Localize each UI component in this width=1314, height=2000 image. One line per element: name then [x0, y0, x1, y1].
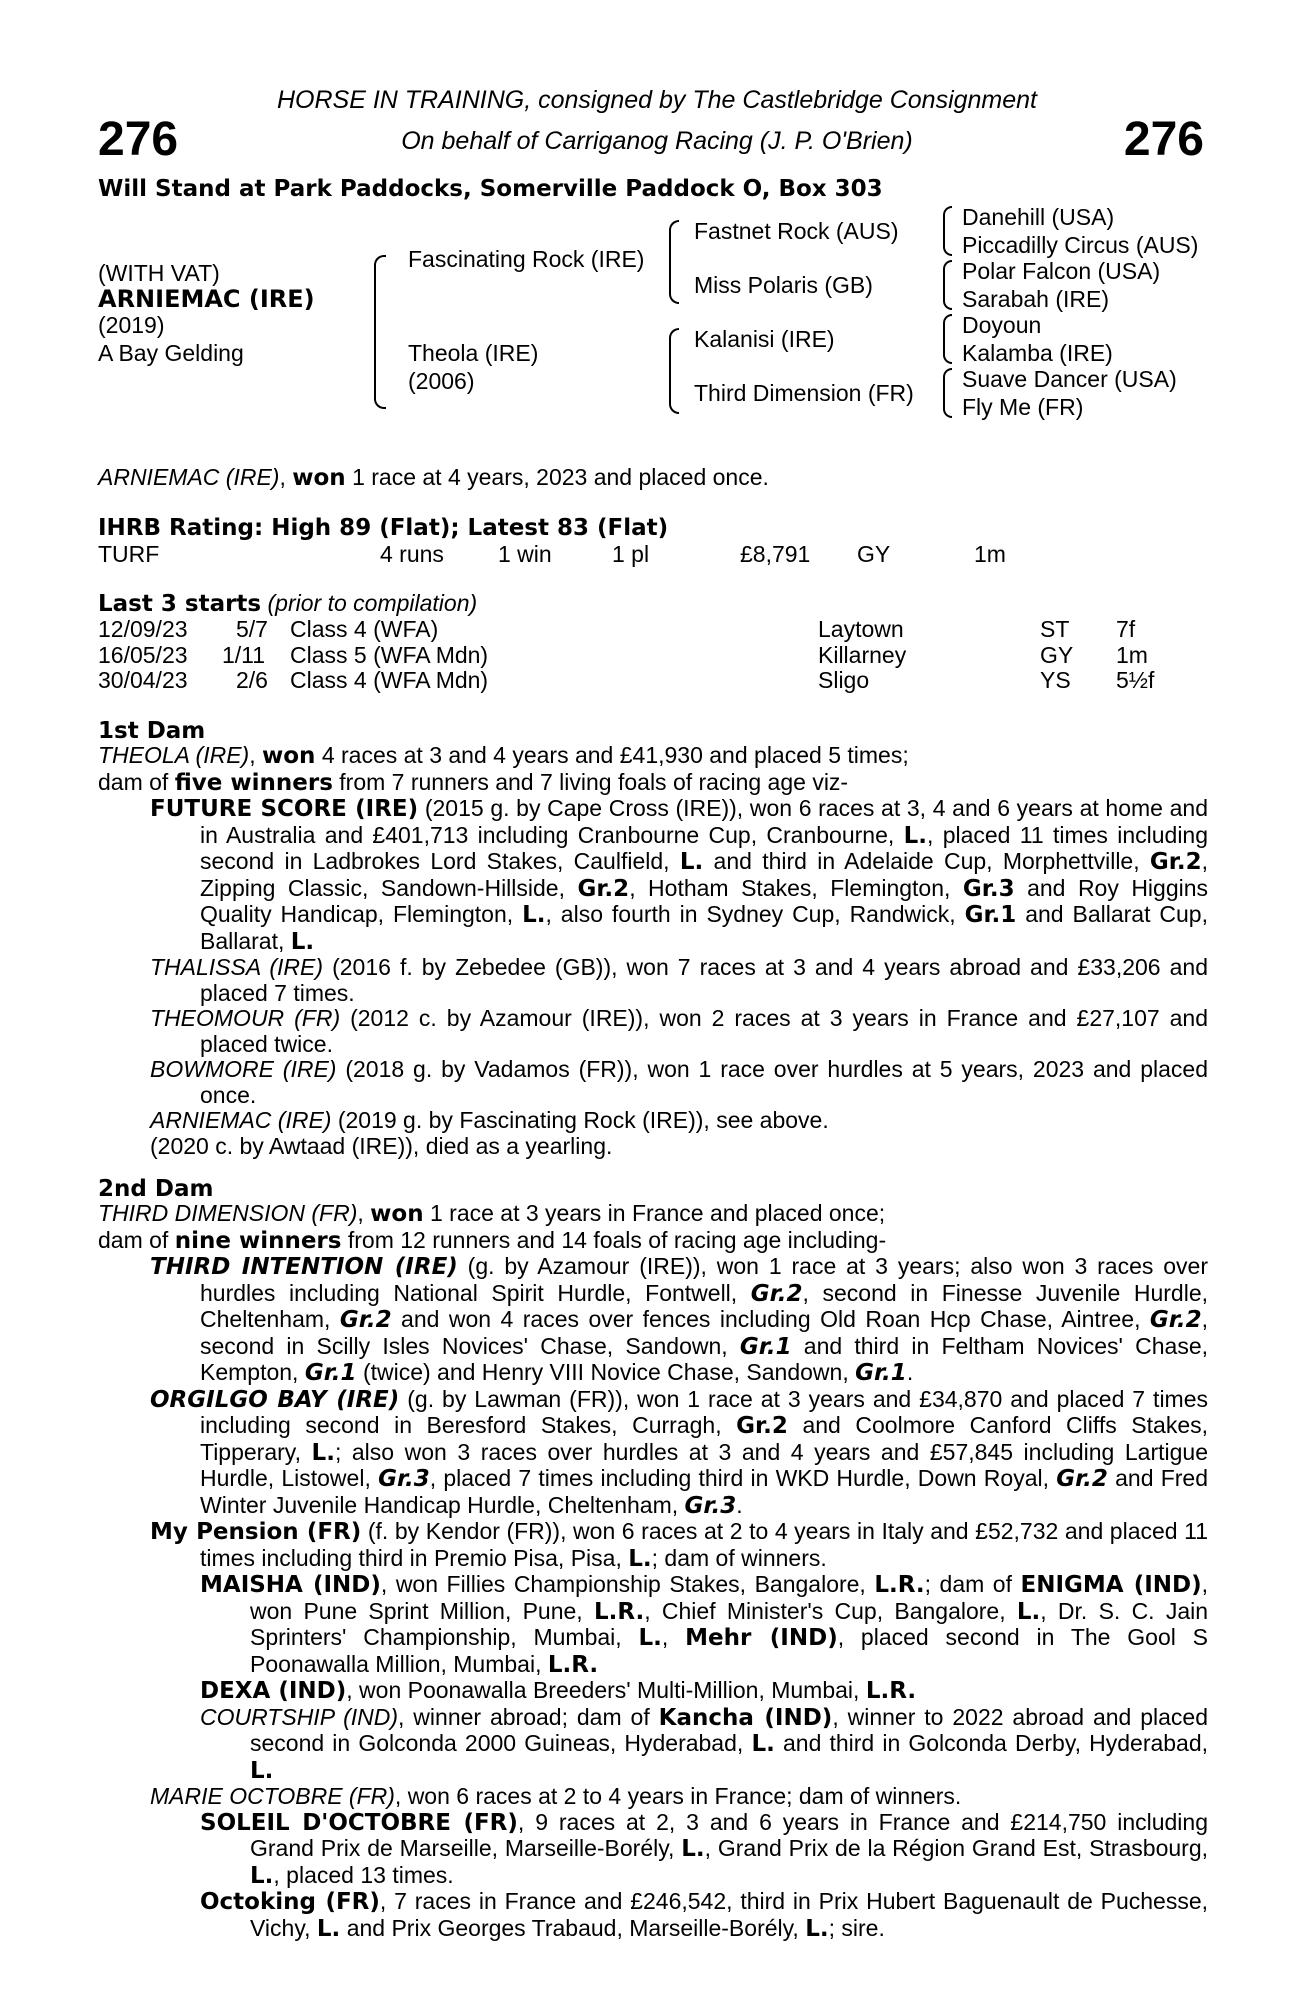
- text: (2012 c. by Azamour (IRE)), won 2 races at 3 years in France and £27,107 and placed twice.: [200, 1005, 1209, 1057]
- first-dam-section: [98, 743, 1208, 1159]
- pedigree-brace-5: [943, 260, 952, 310]
- text: , won 6 races at 2 to 4 years in France; dam of winners.: [394, 1783, 962, 1809]
- produce-name: BOWMORE (IRE): [150, 1056, 337, 1082]
- text: , second in Finesse Juvenile Hurdle, Cheltenham,: [200, 1279, 1209, 1332]
- start-going: ST: [1040, 616, 1070, 642]
- text: , placed 13 times.: [273, 1861, 454, 1888]
- text: , winner abroad; dam of: [398, 1703, 650, 1730]
- start-race: Class 4 (WFA Mdn): [290, 667, 489, 693]
- lot-number-right: 276: [1123, 113, 1204, 166]
- text: and Fred Winter Juvenile Handicap Hurdle, Cheltenham,: [200, 1465, 1209, 1518]
- grade: 2: [1185, 1307, 1202, 1333]
- produce-name: Mehr (IND): [685, 1625, 838, 1651]
- horse-year: (2019): [98, 312, 165, 338]
- listed-restricted: L.R.: [874, 1572, 925, 1598]
- listed: L.: [628, 1545, 652, 1572]
- listed-restricted: L.R.: [865, 1678, 917, 1704]
- listed: L.: [679, 849, 704, 875]
- grade: 1: [775, 1333, 792, 1360]
- second-dam-heading: 2nd Dam: [98, 1176, 214, 1202]
- sire-dam: Miss Polaris (GB): [694, 272, 873, 298]
- text: , Grand Prix de la Région Grand Est, Strasbourg,: [704, 1835, 1208, 1861]
- produce-arniemac: [98, 1108, 1208, 1134]
- listed-restricted: L.R.: [593, 1598, 645, 1625]
- listed-restricted: L.R.: [547, 1651, 599, 1678]
- produce-soleil-doctobre: [98, 1810, 1208, 1890]
- winners-count: nine winners: [174, 1227, 342, 1254]
- pedigree-brace-1: [374, 255, 386, 409]
- gr: Gr.: [684, 1492, 721, 1519]
- group-3: [963, 876, 1015, 902]
- listed: L.: [805, 1915, 829, 1942]
- grade: 1: [1000, 902, 1017, 928]
- produce-name: ARNIEMAC (IRE): [150, 1107, 332, 1133]
- gr: Gr.: [750, 1280, 787, 1307]
- dam-dam-dam: Fly Me (FR): [962, 394, 1084, 420]
- rating-earnings: £8,791: [740, 541, 811, 567]
- text: from 7 runners and 7 living foals of racing age viz-: [339, 768, 849, 795]
- start-going: GY: [1040, 642, 1074, 668]
- second-dam-won: won: [370, 1201, 424, 1227]
- first-dam-line: THEOLA (IRE), won 4 races at 3 and 4 years and £41,930 and placed 5 times;: [98, 742, 909, 769]
- second-dam-line: THIRD DIMENSION (FR), won 1 race at 3 years in France and placed once;: [98, 1200, 886, 1227]
- produce-courtship: [98, 1705, 1208, 1785]
- text: dam of: [98, 1226, 169, 1253]
- text: (2018 g. by Vadamos (FR)), won 1 race over hurdles at 5 years, 2023 and placed once.: [200, 1056, 1208, 1108]
- start-distance: 7f: [1116, 616, 1136, 642]
- dam-year: (2006): [408, 368, 475, 394]
- grade: 3: [720, 1492, 737, 1519]
- summary-won: won: [292, 465, 346, 491]
- text: , Dr. S. C. Jain Sprinters' Championship, Mumbai,: [250, 1597, 1209, 1650]
- text: and Roy Higgins Quality Handicap, Flemington,: [200, 874, 1209, 927]
- jumps-grade-3: [378, 1466, 430, 1492]
- gr: Gr.: [339, 1307, 376, 1333]
- text: , placed second in The Gool S Poonawalla Million, Mumbai,: [250, 1624, 1209, 1677]
- jumps-grade-2: [751, 1281, 803, 1307]
- text: and Coolmore Canford Cliffs Stakes, Tipperary,: [200, 1412, 1209, 1465]
- text: , placed 7 times including third in WKD Hurdle, Down Royal,: [429, 1465, 1049, 1491]
- text: and third in Golconda Derby, Hyderabad,: [782, 1730, 1209, 1756]
- produce-theomour: [98, 1006, 1208, 1057]
- listed: L.: [290, 928, 315, 955]
- rating-runs: 4 runs: [380, 541, 444, 567]
- grade: 1: [890, 1360, 907, 1386]
- listed: L.: [250, 1862, 274, 1889]
- produce-bowmore: [98, 1057, 1208, 1108]
- text: ; dam of winners.: [651, 1544, 827, 1571]
- grade: 2: [1185, 849, 1202, 875]
- produce-my-pension: [98, 1519, 1208, 1572]
- jumps-grade-3: [685, 1493, 737, 1519]
- start-date: 30/04/23: [98, 667, 188, 693]
- produce-name: DEXA (IND): [200, 1678, 347, 1704]
- dam: Theola (IRE): [408, 340, 539, 366]
- grade: 2: [1091, 1466, 1108, 1492]
- jumps-grade-2: [1150, 1307, 1202, 1333]
- gr: Gr.: [739, 1333, 776, 1360]
- horse-name: ARNIEMAC (IRE): [98, 285, 315, 313]
- second-dam-section: [98, 1201, 1208, 1942]
- produce-name: FUTURE SCORE (IRE): [150, 796, 419, 822]
- start-position: 5/7: [236, 616, 268, 642]
- last-starts-note: (prior to compilation): [267, 590, 478, 616]
- produce-maisha: MAISHA (IND), won Fillies Championship Stakes, Bangalore, L.R.; dam of ENIGMA (IND), won Pune Sprint Million, Pune, L.R., Chief Minister's Cup, Bangalore, L., Dr. S. C. Jain Sprinters' Championship, Mumbai, L., Mehr (IND), placed second in The Gool S Poonawalla Million, Mumbai, L.R.: [200, 1571, 1209, 1678]
- gr: Gr.: [378, 1466, 414, 1492]
- text: , won Poonawalla Breeders' Multi-Million, Mumbai,: [346, 1677, 860, 1703]
- text: from 12 runners and 14 foals of racing age including-: [347, 1226, 887, 1253]
- rating-surface: TURF: [98, 541, 160, 567]
- produce-name: My Pension (FR): [150, 1519, 362, 1545]
- group-2: [577, 876, 629, 902]
- start-position: 1/11: [222, 642, 266, 668]
- first-dam-record: 4 races at 3 and 4 years and £41,930 and placed 5 times;: [321, 742, 909, 768]
- produce-name: Kancha (IND): [658, 1704, 833, 1731]
- produce-marie-octobre: [98, 1784, 1208, 1810]
- text: (2019 g. by Fascinating Rock (IRE)), see above.: [337, 1107, 829, 1133]
- dam-dam: Third Dimension (FR): [694, 380, 914, 406]
- text: (2015 g. by Cape Cross (IRE)), won 6 races at 3, 4 and 6 years at home and in Australia and £401,713 including Cranbourne Cup, Cranbourne,: [200, 795, 1208, 848]
- grade: 2: [771, 1413, 788, 1439]
- group-1: [965, 902, 1017, 928]
- produce-orgilgo-bay: ORGILGO BAY (IRE) (g. by Lawman (FR)), won 1 race at 3 years and £34,870 and placed 7 times including second in Beresford Stakes, Curragh, Gr.2 and Coolmore Canford Cliffs Stakes, Tipperary, L.; also won 3 races over hurdles at 3 and 4 years and £57,845 including Lartigue Hurdle, Listowel, Gr.3, placed 7 times including third in WKD Hurdle, Down Royal, Gr.2 and Fred Winter Juvenile Handicap Hurdle, Cheltenham, Gr.3.: [150, 1385, 1209, 1519]
- gr: Gr.: [1149, 849, 1186, 875]
- text: , second in Scilly Isles Novices' Chase, Sandown,: [200, 1306, 1208, 1359]
- gr: Gr.: [304, 1360, 341, 1386]
- sire-sire-sire: Danehill (USA): [962, 204, 1115, 230]
- consignor-line: HORSE IN TRAINING, consigned by The Castlebridge Consignment: [276, 86, 1038, 114]
- start-going: YS: [1040, 667, 1071, 693]
- pedigree-brace-3: [669, 328, 679, 414]
- start-distance: 1m: [1116, 642, 1148, 668]
- produce-name: THALISSA (IRE): [150, 954, 324, 980]
- text: (g. by Lawman (FR)), won 1 race at 3 years and £34,870 and placed 7 times including second in Beresford Stakes, Curragh,: [200, 1385, 1209, 1438]
- sire-sire: Fastnet Rock (AUS): [694, 218, 899, 244]
- start-course: Killarney: [818, 642, 907, 668]
- text: dam of: [98, 768, 169, 795]
- listed: L.: [903, 822, 927, 849]
- second-dam-produce-line: [98, 1228, 1208, 1255]
- text: ; dam of: [924, 1571, 1012, 1597]
- group-2: [736, 1413, 788, 1439]
- summary-horse-name: ARNIEMAC (IRE): [98, 464, 280, 490]
- group-2: [1150, 849, 1202, 875]
- text: , won Pune Sprint Million, Pune,: [250, 1571, 1209, 1624]
- second-dam-record: 1 race at 3 years in France and placed once;: [429, 1200, 886, 1226]
- gr: Gr.: [964, 902, 1001, 928]
- gr: Gr.: [1056, 1466, 1092, 1492]
- gr: Gr.: [736, 1413, 772, 1439]
- text: , also fourth in Sydney Cup, Randwick,: [545, 901, 956, 927]
- produce-thalissa: [98, 955, 1208, 1006]
- text: (2016 f. by Zebedee (GB)), won 7 races at 3 and 4 years abroad and £33,206 and placed 7 times.: [200, 954, 1209, 1006]
- first-dam-produce-line: [98, 770, 1208, 797]
- gr: Gr.: [577, 875, 614, 902]
- start-course: Laytown: [818, 616, 904, 642]
- rating-going: GY: [857, 541, 891, 567]
- jumps-grade-1: [305, 1360, 357, 1386]
- text: , 9 races at 2, 3 and 6 years in France and £214,750 including Grand Prix de Marseille, Marseille-Borély,: [250, 1808, 1209, 1861]
- text: ; sire.: [828, 1914, 885, 1941]
- winners-count: five winners: [174, 769, 333, 796]
- produce-name: MAISHA (IND): [200, 1572, 381, 1598]
- rating-distance: 1m: [974, 541, 1006, 567]
- grade: 2: [613, 875, 630, 902]
- text: (g. by Azamour (IRE)), won 1 race at 3 years; also won 3 races over hurdles including National Spirit Hurdle, Fontwell,: [200, 1253, 1209, 1306]
- dam-sire-dam: Kalamba (IRE): [962, 340, 1113, 366]
- produce-third-intention: THIRD INTENTION (IRE) (g. by Azamour (IRE)), won 1 race at 3 years; also won 3 races over hurdles including National Spirit Hurdle, Fontwell, Gr.2, second in Finesse Juvenile Hurdle, Cheltenham, Gr.2 and won 4 races over fences including Old Roan Hcp Chase, Aintree, Gr.2, second in Scilly Isles Novices' Chase, Sandown, Gr.1 and third in Feltham Novices' Chase, Kempton, Gr.1 (twice) and Henry VIII Novice Chase, Sandown, Gr.1.: [150, 1253, 1209, 1386]
- produce-future-score: [98, 796, 1208, 955]
- text: , 7 races in France and £246,542, third in Prix Hubert Baguenault de Puchesse, Vichy,: [250, 1888, 1209, 1941]
- text: , Zipping Classic, Sandown-Hillside,: [200, 848, 1209, 901]
- text: and Prix Georges Trabaud, Marseille-Borély,: [346, 1914, 799, 1941]
- jumps-grade-1: [855, 1360, 907, 1386]
- dam-sire: Kalanisi (IRE): [694, 326, 835, 352]
- sire-sire-dam: Piccadilly Circus (AUS): [962, 232, 1199, 258]
- pedigree-brace-6: [943, 314, 952, 364]
- grade: 3: [413, 1466, 430, 1492]
- gr: Gr.: [962, 875, 999, 902]
- listed: L.: [1016, 1598, 1041, 1625]
- listed: L.: [311, 1439, 335, 1466]
- produce-name: ENIGMA (IND): [1020, 1572, 1202, 1598]
- rating-placed: 1 pl: [612, 541, 650, 567]
- second-dam-name: THIRD DIMENSION (FR): [98, 1200, 358, 1226]
- dam-dam-sire: Suave Dancer (USA): [962, 366, 1177, 392]
- dam-sire-sire: Doyoun: [962, 312, 1042, 338]
- text: (f. by Kendor (FR)), won 6 races at 2 to 4 years in Italy and £52,732 and placed 11 times including third in Premio Pisa, Pisa,: [200, 1518, 1209, 1571]
- grade: 1: [340, 1360, 357, 1386]
- pedigree-brace-2: [669, 220, 679, 304]
- first-dam-won: won: [262, 743, 316, 769]
- listed: L.: [681, 1836, 705, 1862]
- text: , placed 11 times including second in Ladbrokes Lord Stakes, Caulfield,: [200, 821, 1209, 874]
- text: (2020 c. by Awtaad (IRE)), died as a yearling.: [150, 1132, 613, 1159]
- produce-name: THIRD INTENTION (IRE): [150, 1254, 458, 1280]
- start-course: Sligo: [818, 667, 870, 693]
- text: ; also won 3 races over hurdles at 3 and 4 years and £57,845 including Lartigue Hurdle, Listowel,: [200, 1438, 1209, 1491]
- text: and third in Feltham Novices' Chase, Kempton,: [200, 1332, 1209, 1385]
- last-starts-title: Last 3 starts: [98, 591, 262, 617]
- listed: L.: [522, 902, 546, 928]
- text: and Ballarat Cup, Ballarat,: [200, 901, 1208, 954]
- produce-name: THEOMOUR (FR): [150, 1005, 341, 1031]
- text: (twice) and Henry VIII Novice Chase, Sandown,: [362, 1359, 849, 1385]
- listed: L.: [316, 1915, 341, 1942]
- start-distance: 5½f: [1116, 667, 1155, 693]
- first-dam-heading: 1st Dam: [98, 718, 206, 744]
- produce-2020-colt: [98, 1134, 1208, 1160]
- gr: Gr.: [855, 1360, 891, 1386]
- jumps-grade-2: [340, 1307, 392, 1333]
- rating-wins: 1 win: [498, 541, 552, 567]
- produce-name: SOLEIL D'OCTOBRE (FR): [200, 1809, 518, 1836]
- start-date: 16/05/23: [98, 642, 188, 668]
- produce-name: Octoking (FR): [200, 1889, 380, 1915]
- produce-dexa: [98, 1678, 1208, 1705]
- race-summary: ARNIEMAC (IRE), won 1 race at 4 years, 2023 and placed once.: [98, 464, 769, 491]
- ihrb-rating: IHRB Rating: High 89 (Flat); Latest 83 (Flat): [98, 515, 669, 541]
- produce-name: COURTSHIP (IND): [200, 1703, 399, 1730]
- start-date: 12/09/23: [98, 616, 188, 642]
- pedigree-brace-4: [943, 206, 952, 256]
- listed: L.: [638, 1625, 662, 1651]
- grade: 2: [786, 1280, 803, 1307]
- text: , Hotham Stakes, Flemington,: [629, 874, 951, 901]
- text: , winner to 2022 abroad and placed second in Golconda 2000 Guineas, Hyderabad,: [250, 1703, 1209, 1756]
- text: and won 4 races over fences including Old Roan Hcp Chase, Aintree,: [401, 1306, 1141, 1332]
- jumps-grade-2: [1056, 1466, 1108, 1492]
- start-race: Class 4 (WFA): [290, 616, 439, 642]
- grade: 3: [998, 875, 1015, 902]
- text: , won Fillies Championship Stakes, Bangalore,: [380, 1571, 866, 1597]
- sire: Fascinating Rock (IRE): [408, 246, 645, 272]
- produce-name: ORGILGO BAY (IRE): [150, 1386, 400, 1413]
- sire-dam-dam: Sarabah (IRE): [962, 286, 1110, 312]
- gr: Gr.: [1149, 1307, 1186, 1333]
- produce-name: MARIE OCTOBRE (FR): [150, 1783, 395, 1809]
- horse-description: A Bay Gelding: [98, 340, 244, 366]
- jumps-grade-1: [740, 1334, 792, 1360]
- listed: L.: [751, 1731, 775, 1757]
- vendor-line: On behalf of Carriganog Racing (J. P. O'Brien): [401, 127, 913, 155]
- start-race: Class 5 (WFA Mdn): [290, 642, 489, 668]
- lot-number-left: 276: [98, 113, 179, 166]
- text: and third in Adelaide Cup, Morphettville,: [713, 848, 1140, 874]
- listed: L.: [250, 1757, 274, 1784]
- pedigree-brace-7: [943, 368, 952, 418]
- vat-note: (WITH VAT): [98, 260, 220, 286]
- grade: 2: [375, 1307, 392, 1333]
- summary-text: 1 race at 4 years, 2023 and placed once.: [352, 464, 769, 490]
- text: , Chief Minister's Cup, Bangalore,: [644, 1597, 1006, 1624]
- stand-location: Will Stand at Park Paddocks, Somerville Paddock O, Box 303: [98, 176, 883, 202]
- start-position: 2/6: [236, 667, 268, 693]
- first-dam-name: THEOLA (IRE): [98, 742, 250, 768]
- last-starts-heading: [98, 590, 477, 617]
- sire-dam-sire: Polar Falcon (USA): [962, 258, 1161, 284]
- produce-octoking: [98, 1889, 1208, 1942]
